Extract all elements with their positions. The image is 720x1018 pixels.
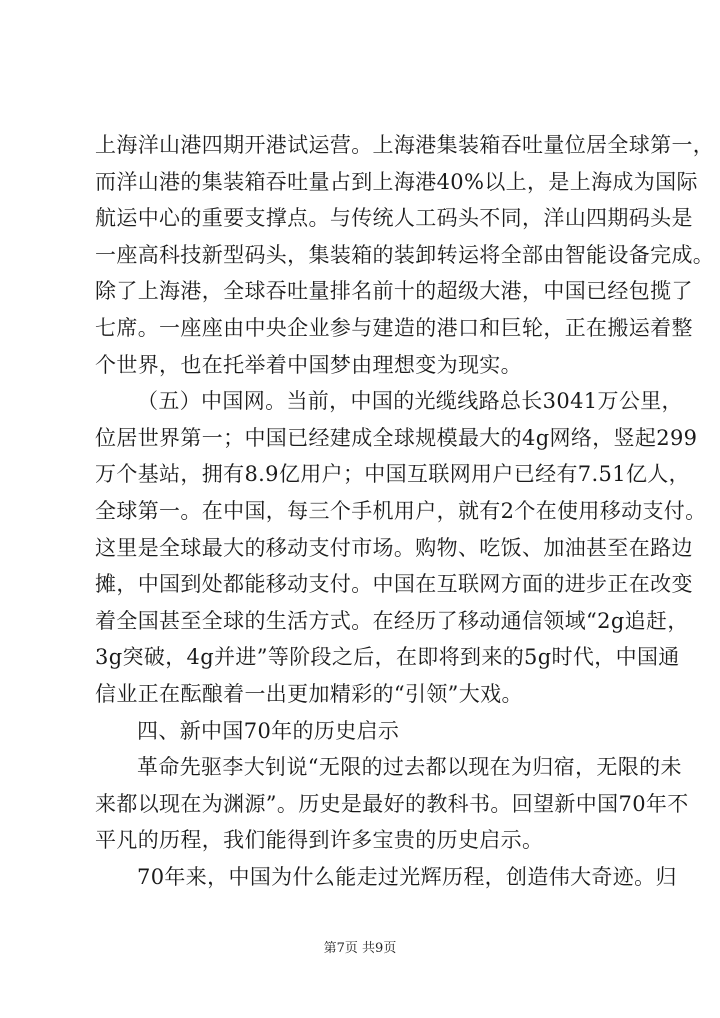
text-line: 革命先驱李大钊说“无限的过去都以现在为归宿，无限的未: [137, 755, 682, 780]
text-line: 摊，中国到处都能移动支付。中国在互联网方面的进步正在改变: [95, 572, 693, 597]
text-line: 全球第一。在中国，每三个手机用户，就有2个在使用移动支付。: [95, 498, 707, 523]
text-line: 3g突破，4g并进”等阶段之后，在即将到来的5g时代，中国通: [95, 645, 680, 670]
document-body: [95, 127, 715, 895]
text-line: 这里是全球最大的移动支付市场。购物、吃饭、加油甚至在路边: [95, 535, 693, 560]
text-line: 位居世界第一；中国已经建成全球规模最大的4g网络，竖起299: [95, 425, 698, 450]
text-line: 万个基站，拥有8.9亿用户；中国互联网用户已经有7.51亿人，: [95, 462, 691, 487]
text-line: 航运中心的重要支撑点。与传统人工码头不同，洋山四期码头是: [95, 206, 693, 231]
text-line: 着全国甚至全球的生活方式。在经历了移动通信领域“2g追赶，: [95, 608, 689, 633]
text-line: 70年来，中国为什么能走过光辉历程，创造伟大奇迹。归: [137, 864, 677, 889]
text-line: （五）中国网。当前，中国的光缆线路总长3041万公里，: [137, 389, 683, 414]
text-line: 七席。一座座由中央企业参与建造的港口和巨轮，正在搬运着整: [95, 315, 693, 340]
text-line: 一座高科技新型码头，集装箱的装卸转运将全部由智能设备完成。: [95, 242, 715, 267]
text-line: 上海洋山港四期开港试运营。上海港集装箱吞吐量位居全球第一，: [95, 133, 715, 157]
text-line: 而洋山港的集装箱吞吐量占到上海港40%以上，是上海成为国际: [95, 169, 698, 194]
text-line: 个世界，也在托举着中国梦由理想变为现实。: [95, 352, 522, 377]
text-line: 平凡的历程，我们能得到许多宝贵的历史启示。: [95, 828, 544, 853]
text-line: 除了上海港，全球吞吐量排名前十的超级大港，中国已经包揽了: [95, 279, 693, 304]
section-heading: 四、新中国70年的历史启示: [137, 718, 400, 743]
text-line: 信业正在酝酿着一出更加精彩的“引领”大戏。: [95, 681, 523, 706]
text-line: 来都以现在为渊源”。历史是最好的教科书。回望新中国70年不: [95, 791, 689, 816]
page-number-footer: 第7页 共9页: [323, 941, 397, 956]
